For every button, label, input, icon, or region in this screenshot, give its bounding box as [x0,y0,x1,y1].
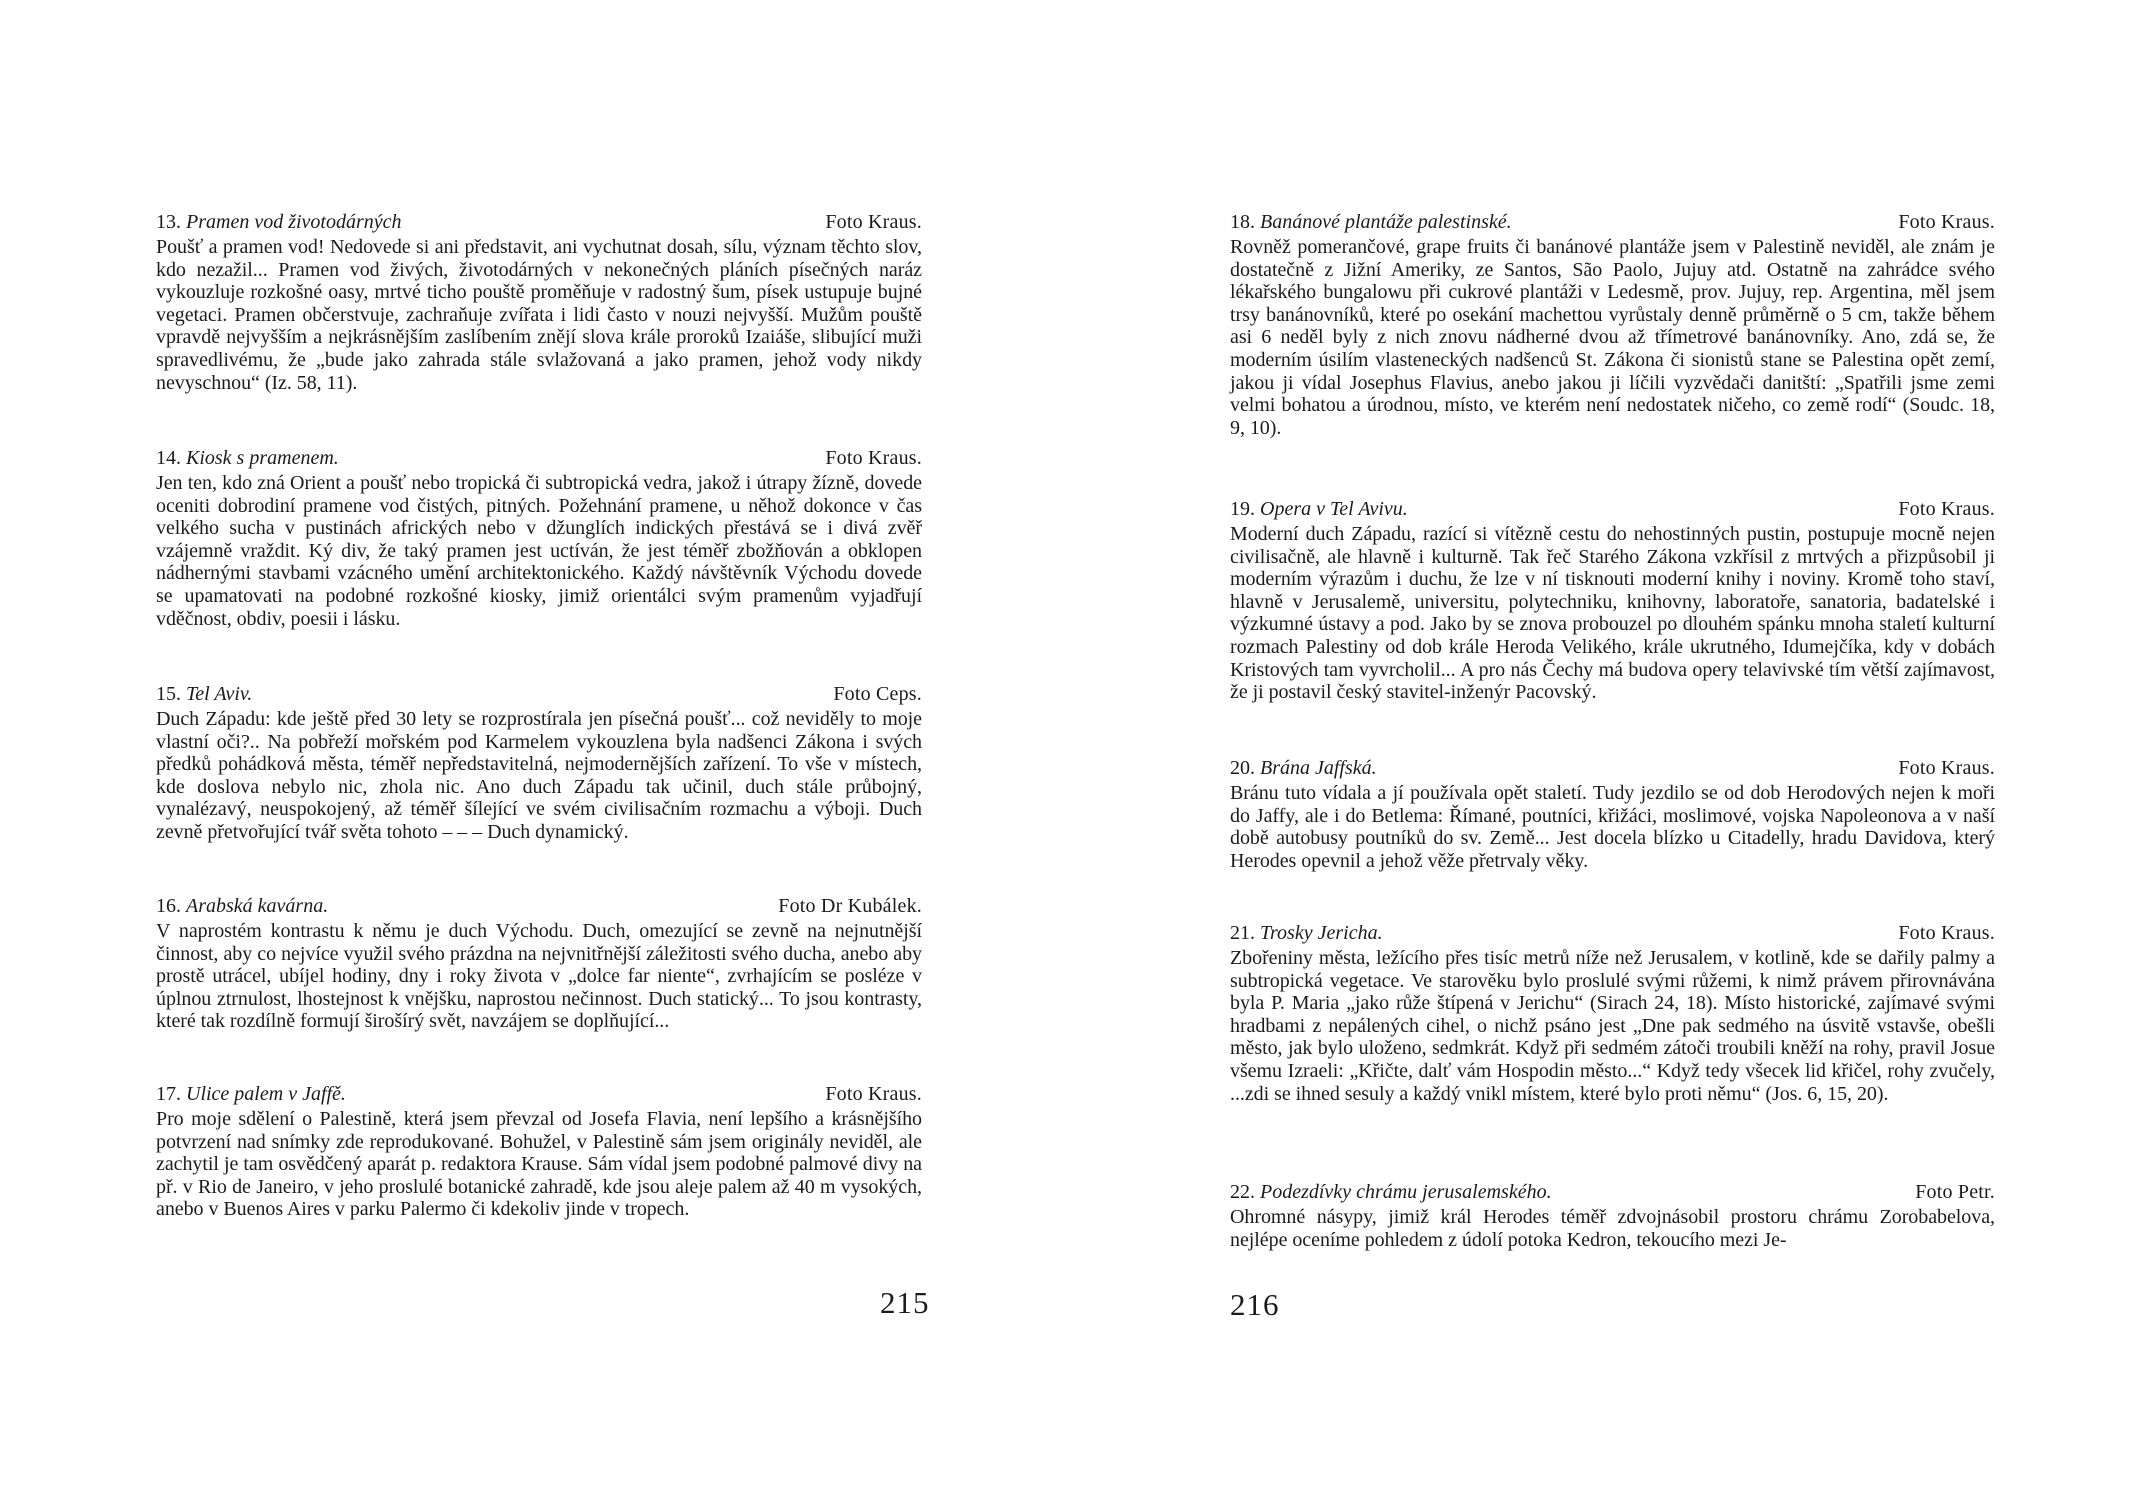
entry-15 [156,681,922,844]
entry-text: Jen ten, kdo zná Orient a poušť nebo tropická či subtropická vedra, jakož i útrapy žízně, dovede oceniti dobrodiní pramene vod čistých, pitných. Požehnání pramene, u něhož dokonce v čas velkého sucha v pustinách afrických nebo v džunglích indických přestává se i divá zvěř vzájemně vraždit. Ký div, že taký pramen jest uctíván, že jest téměř zbožňován a obklopen nádhernými stavbami vzácného umění architektonického. Každý návštěvník Východu dovede se upamatovati na podobné rozkošné kiosky, jimiž orientálci svým pramenům vyjadřují vděčnost, obdiv, poesii i lásku. [156,472,922,630]
entry-17 [156,1081,922,1221]
entry-21 [1230,920,1995,1105]
entry-title: Pramen vod životodárných [186,211,402,233]
entry-title: Banánové plantáže palestinské. [1260,211,1512,233]
entry-19 [1230,496,1995,704]
entry-number: 19. [1230,498,1255,520]
photo-credit: Foto Kraus. [1898,922,1995,944]
photo-credit: Foto Kraus. [825,447,922,469]
entry-number: 20. [1230,757,1255,779]
page-number: 215 [880,1285,930,1320]
entry-text: Rovněž pomerančové, grape fruits či banánové plantáže jsem v Palestině neviděl, ale znám je dostatečně z Jižní Ameriky, ze Santos, São Paolo, Jujuy atd. Ostatně na zahrádce svého lékařského bungalowu při cukrové plantáži v Ledesmě, prov. Jujuy, rep. Argentina, měl jsem trsy banánovníků, které po osekání machettou vyrůstaly denně průměrně o 5 cm, takže během asi 6 neděl byly z nich znovu nádherné dvou až třímetrové banánovníky. Ano, zdá se, že moderním úsilím vlasteneckých nadšenců St. Zákona či sionistů stane se Palestina opět zemí, jakou ji vídal Josephus Flavius, anebo jakou ji líčili vyzvědači danitští: „Spatřili jsme zemi velmi bohatou a úrodnou, místo, ve kterém není nedostatek ničeho, co země rodí“ (Soudc. 18, 9, 10). [1230,236,1995,439]
entry-number: 16. [156,895,181,917]
entry-text: Duch Západu: kde ještě před 30 lety se rozprostírala jen písečná poušť... což neviděly to moje vlastní oči?.. Na pobřeží mořském pod Karmelem vykouzlena byla nadšenci Zákona i svých předků pohádková města, téměř nepředstavitelná, nejmodernějších zařízení. To vše v místech, kde doslova nebylo nic, zhola nic. Ano duch Západu tak učinil, duch stále průbojný, vynalézavý, neuspokojený, až téměř šílející ve svém civilisačním rozmachu a výboji. Duch zevně přetvořující tvář světa tohoto – – – Duch dynamický. [156,708,922,843]
entry-title: Brána Jaffská. [1260,757,1377,779]
photo-credit: Foto Kraus. [1898,211,1995,233]
entry-number: 15. [156,683,181,705]
page-number: 216 [1230,1287,1280,1322]
entry-text: V naprostém kontrastu k němu je duch Východu. Duch, omezující se zevně na nejnutnější činnost, aby co nejvíce využil svého prázdna na nejvnitřnější záležitosti svého ducha, anebo aby prostě utrácel, ubíjel hodiny, dny i roky života v „dolce far niente“, zvrhajícím se posléze v úplnou ztrnulost, lhostejnost k vnějšku, naprostou nečinnost. Duch statický... To jsou kontrasty, které tak rozdílně formují širošírý svět, navzájem se doplňující... [156,920,922,1033]
entry-heading [156,681,922,708]
photo-credit: Foto Dr Kubálek. [778,895,922,917]
entry-heading [1230,920,1995,947]
entry-number: 13. [156,211,181,233]
entry-text: Moderní duch Západu, razící si vítězně cestu do nehostinných pustin, postupuje mocně nejen civilisačně, ale hlavně i kulturně. Tak řeč Starého Zákona vzkřísil z mrtvých a přizpůsobil ji moderním výrazům i duchu, že lze v ní tisknouti moderní knihy i noviny. Kromě toho staví, hlavně v Jerusalemě, universitu, polytechniku, knihovny, laboratoře, sanatoria, badatelské i výzkumné ústavy a pod. Jako by se znova probouzel po dlouhém spánku mnoha staletí kulturní rozmach Palestiny od dob krále Heroda Velikého, krále ukrutného, Idumejčíka, kdy v dobách Kristových tam vyvrcholil... A pro nás Čechy má budova opery telavivské tím větší zajímavost, že ji postavil český stavitel-inženýr Pacovský. [1230,523,1995,704]
entry-18 [1230,209,1995,439]
entry-text: Poušť a pramen vod! Nedovede si ani představit, ani vychutnat dosah, sílu, význam těchto slov, kdo nezažil... Pramen vod živých, životodárných v nekonečných pláních písečných naráz vykouzluje rozkošné oasy, mrtvé ticho pouště proměňuje v radostný šum, písek ustupuje bujné vegetaci. Pramen občerstvuje, zachraňuje zvířata i lidi často v nouzi nejvyšší. Mužům pouště vpravdě nejvyšším a nejkrásnějším zaslíbením znějí slova krále proroků Izaiáše, slibující muži spravedlivému, že „bude jako zahrada stále svlažovaná a jako pramen, jehož vody nikdy nevyschnou“ (Iz. 58, 11). [156,236,922,394]
entry-title: Arabská kavárna. [186,895,329,917]
photo-credit: Foto Ceps. [833,683,922,705]
entry-text: Bránu tuto vídala a jí používala opět staletí. Tudy jezdilo se od dob Herodových nejen k moři do Jaffy, ale i do Betlema: Římané, poutníci, křižáci, moslimové, vojska Napoleonova a v naší době autobusy poutníků do sv. Země... Jest docela blízko u Citadelly, hradu Davidova, který Herodes opevnil a jehož věže přetrvaly věky. [1230,782,1995,872]
entry-20 [1230,755,1995,872]
entry-title: Trosky Jericha. [1260,922,1383,944]
entry-title: Podezdívky chrámu jerusalemského. [1260,1181,1552,1203]
entry-number: 17. [156,1083,181,1105]
entry-title: Opera v Tel Avivu. [1260,498,1408,520]
photo-credit: Foto Kraus. [1898,498,1995,520]
entry-heading [156,445,922,472]
entry-heading [1230,496,1995,523]
entry-heading [156,893,922,920]
entry-heading [1230,755,1995,782]
entry-title: Ulice palem v Jaffě. [186,1083,346,1105]
entry-22 [1230,1179,1995,1251]
entry-heading [1230,1179,1995,1206]
entry-number: 22. [1230,1181,1255,1203]
photo-credit: Foto Kraus. [1898,757,1995,779]
entry-number: 14. [156,447,181,469]
entry-heading [156,1081,922,1108]
photo-credit: Foto Kraus. [825,1083,922,1105]
photo-credit: Foto Kraus. [825,211,922,233]
entry-text: Zbořeniny města, ležícího přes tisíc metrů níže než Jerusalem, v kotlině, kde se dařily palmy a subtropická vegetace. Ve starověku bylo proslulé svými růžemi, k nimž právem přirovnávána byla P. Maria „jako růže štípená v Jerichu“ (Sirach 24, 18). Místo historické, zajímavé svými hradbami z nepálených cihel, o nichž psáno jest „Dne pak sedmého na úsvitě vstavše, obešli město, jak bylo uloženo, sedmkrát. Když při sedmém zátoči troubili kněží na rohy, pravil Josue všemu Izraeli: „Křičte, dalť vám Hospodin město...“ Když tedy všecek lid křičel, rohy zvučely, ...zdi se ihned sesuly a každý vnikl místem, které bylo proti němu“ (Jos. 6, 15, 20). [1230,947,1995,1105]
entry-heading [1230,209,1995,236]
entry-title: Tel Aviv. [186,683,253,705]
entry-16 [156,893,922,1033]
entry-heading [156,209,922,236]
entry-text: Pro moje sdělení o Palestině, která jsem převzal od Josefa Flavia, není lepšího a krásnějšího potvrzení nad snímky zde reprodukované. Bohužel, v Palestině sám jsem originály neviděl, ale zachytil je tam osvědčený aparát p. redaktora Krause. Sám vídal jsem podobné palmové divy na př. v Rio de Janeiro, v jeho proslulé botanické zahradě, kde jsou aleje palem až 40 m vysokých, anebo v Buenos Aires v parku Palermo či kdekoliv jinde v tropech. [156,1108,922,1221]
entry-14 [156,445,922,630]
entry-text: Ohromné násypy, jimiž král Herodes téměř zdvojnásobil prostoru chrámu Zorobabelova, nejlépe oceníme pohledem z údolí potoka Kedron, tekoucího mezi Je- [1230,1206,1995,1251]
entry-number: 21. [1230,922,1255,944]
entry-title: Kiosk s pramenem. [186,447,339,469]
entry-number: 18. [1230,211,1255,233]
entry-13 [156,209,922,394]
photo-credit: Foto Petr. [1915,1181,1995,1203]
